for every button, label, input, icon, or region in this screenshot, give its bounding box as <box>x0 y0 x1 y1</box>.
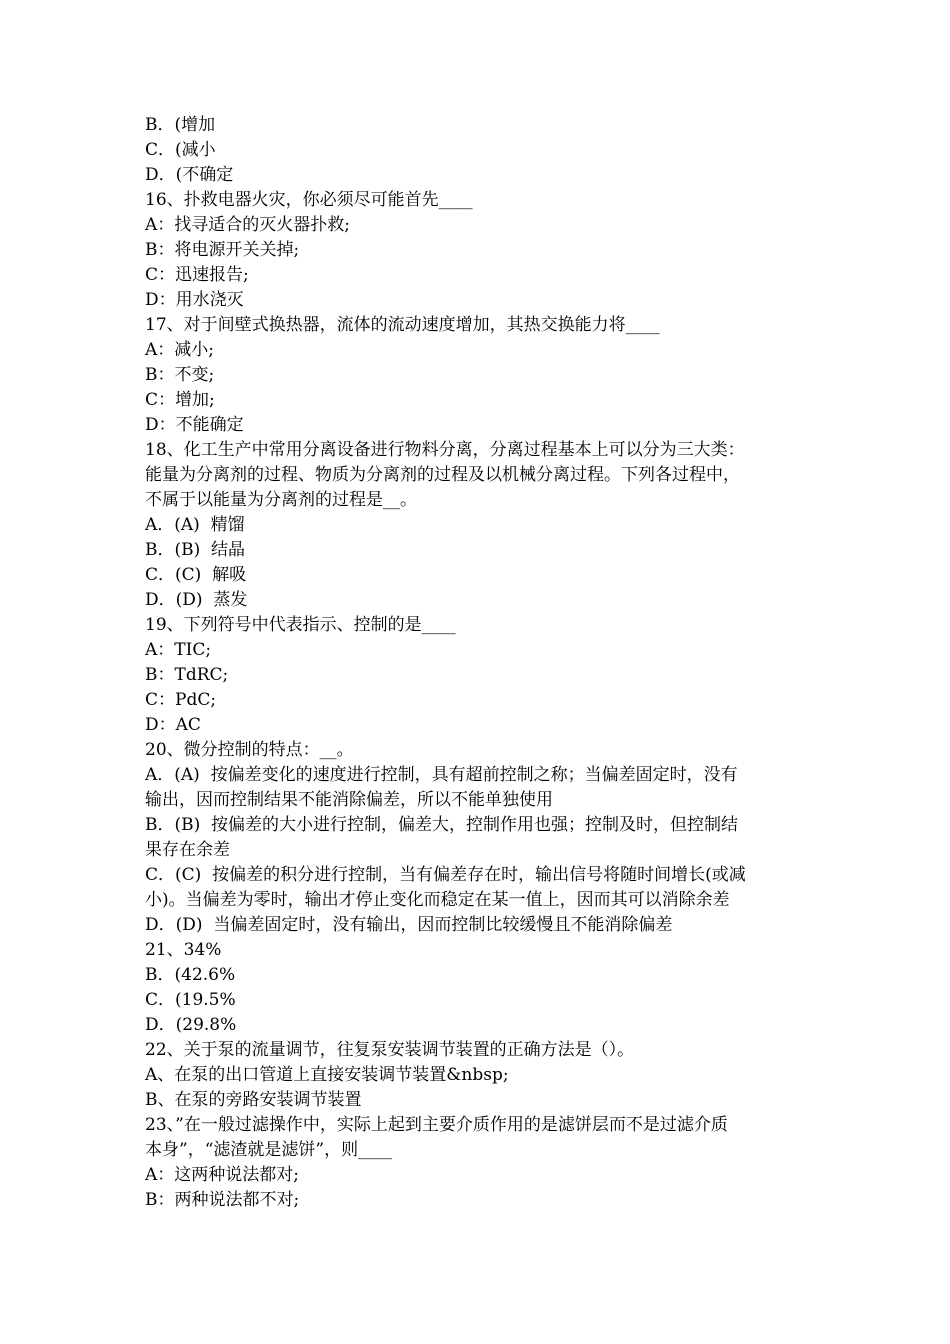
q20-option-c-line-2: 小)。当偏差为零时，输出才停止变化而稳定在某一值上，因而其可以消除余差 <box>145 890 730 910</box>
question-18-line-1: 18、化工生产中常用分离设备进行物料分离，分离过程基本上可以分为三大类： <box>145 440 745 460</box>
q23-option-b: B：两种说法都不对; <box>145 1190 300 1210</box>
question-20: 20、微分控制的特点：__。 <box>145 740 354 760</box>
q22-option-b: B、在泵的旁路安装调节装置 <box>145 1090 362 1110</box>
q20-option-b-line-2: 果存在余差 <box>145 840 230 860</box>
q20-option-c-line-1: C．(C) 按偏差的积分进行控制，当有偏差存在时，输出信号将随时间增长(或减 <box>145 865 746 885</box>
question-21: 21、34% <box>145 940 222 960</box>
q19-option-d: D：AC <box>145 715 201 735</box>
q18-option-d: D．(D) 蒸发 <box>145 590 248 610</box>
option-b-line: B．(增加 <box>145 115 216 135</box>
q21-option-b: B．(42.6% <box>145 965 236 985</box>
q20-option-b-line-1: B．(B) 按偏差的大小进行控制，偏差大，控制作用也强；控制及时，但控制结 <box>145 815 739 835</box>
q22-option-a: A、在泵的出口管道上直接安装调节装置&nbsp; <box>145 1065 509 1085</box>
question-22: 22、关于泵的流量调节，往复泵安装调节装置的正确方法是（）。 <box>145 1040 635 1060</box>
option-d-line: D．(不确定 <box>145 165 234 185</box>
q16-option-c: C：迅速报告; <box>145 265 249 285</box>
q18-option-a: A．(A) 精馏 <box>145 515 245 535</box>
q20-option-d: D．(D) 当偏差固定时，没有输出，因而控制比较缓慢且不能消除偏差 <box>145 915 673 935</box>
q20-option-a-line-1: A．(A) 按偏差变化的速度进行控制，具有超前控制之称；当偏差固定时，没有 <box>145 765 738 785</box>
q16-option-b: B：将电源开关关掉; <box>145 240 300 260</box>
question-18-line-2: 能量为分离剂的过程、物质为分离剂的过程及以机械分离过程。下列各过程中， <box>145 465 740 485</box>
q17-option-d: D：不能确定 <box>145 415 244 435</box>
question-16: 16、扑救电器火灾，你必须尽可能首先____ <box>145 190 473 210</box>
q21-option-d: D．(29.8% <box>145 1015 237 1035</box>
question-19: 19、下列符号中代表指示、控制的是____ <box>145 615 456 635</box>
question-18-line-3: 不属于以能量为分离剂的过程是__。 <box>145 490 417 510</box>
option-c-line: C．(减小 <box>145 140 216 160</box>
q21-option-c: C．(19.5% <box>145 990 236 1010</box>
q17-option-b: B：不变; <box>145 365 215 385</box>
q16-option-d: D：用水浇灭 <box>145 290 244 310</box>
q17-option-a: A：减小; <box>145 340 215 360</box>
q19-option-b: B：TdRC; <box>145 665 229 685</box>
q19-option-c: C：PdC; <box>145 690 217 710</box>
q20-option-a-line-2: 输出，因而控制结果不能消除偏差，所以不能单独使用 <box>145 790 553 810</box>
document-body <box>145 113 815 1213</box>
q16-option-a: A：找寻适合的灭火器扑救; <box>145 215 351 235</box>
q17-option-c: C：增加; <box>145 390 215 410</box>
question-23-line-2: 本身”，“滤渣就是滤饼”，则____ <box>145 1140 393 1160</box>
q18-option-c: C．(C) 解吸 <box>145 565 247 585</box>
q19-option-a: A：TIC; <box>145 640 212 660</box>
q18-option-b: B．(B) 结晶 <box>145 540 246 560</box>
question-23-line-1: 23、”在一般过滤操作中，实际上起到主要介质作用的是滤饼层而不是过滤介质 <box>145 1115 728 1135</box>
question-17: 17、对于间壁式换热器，流体的流动速度增加，其热交换能力将____ <box>145 315 660 335</box>
q23-option-a: A：这两种说法都对; <box>145 1165 300 1185</box>
